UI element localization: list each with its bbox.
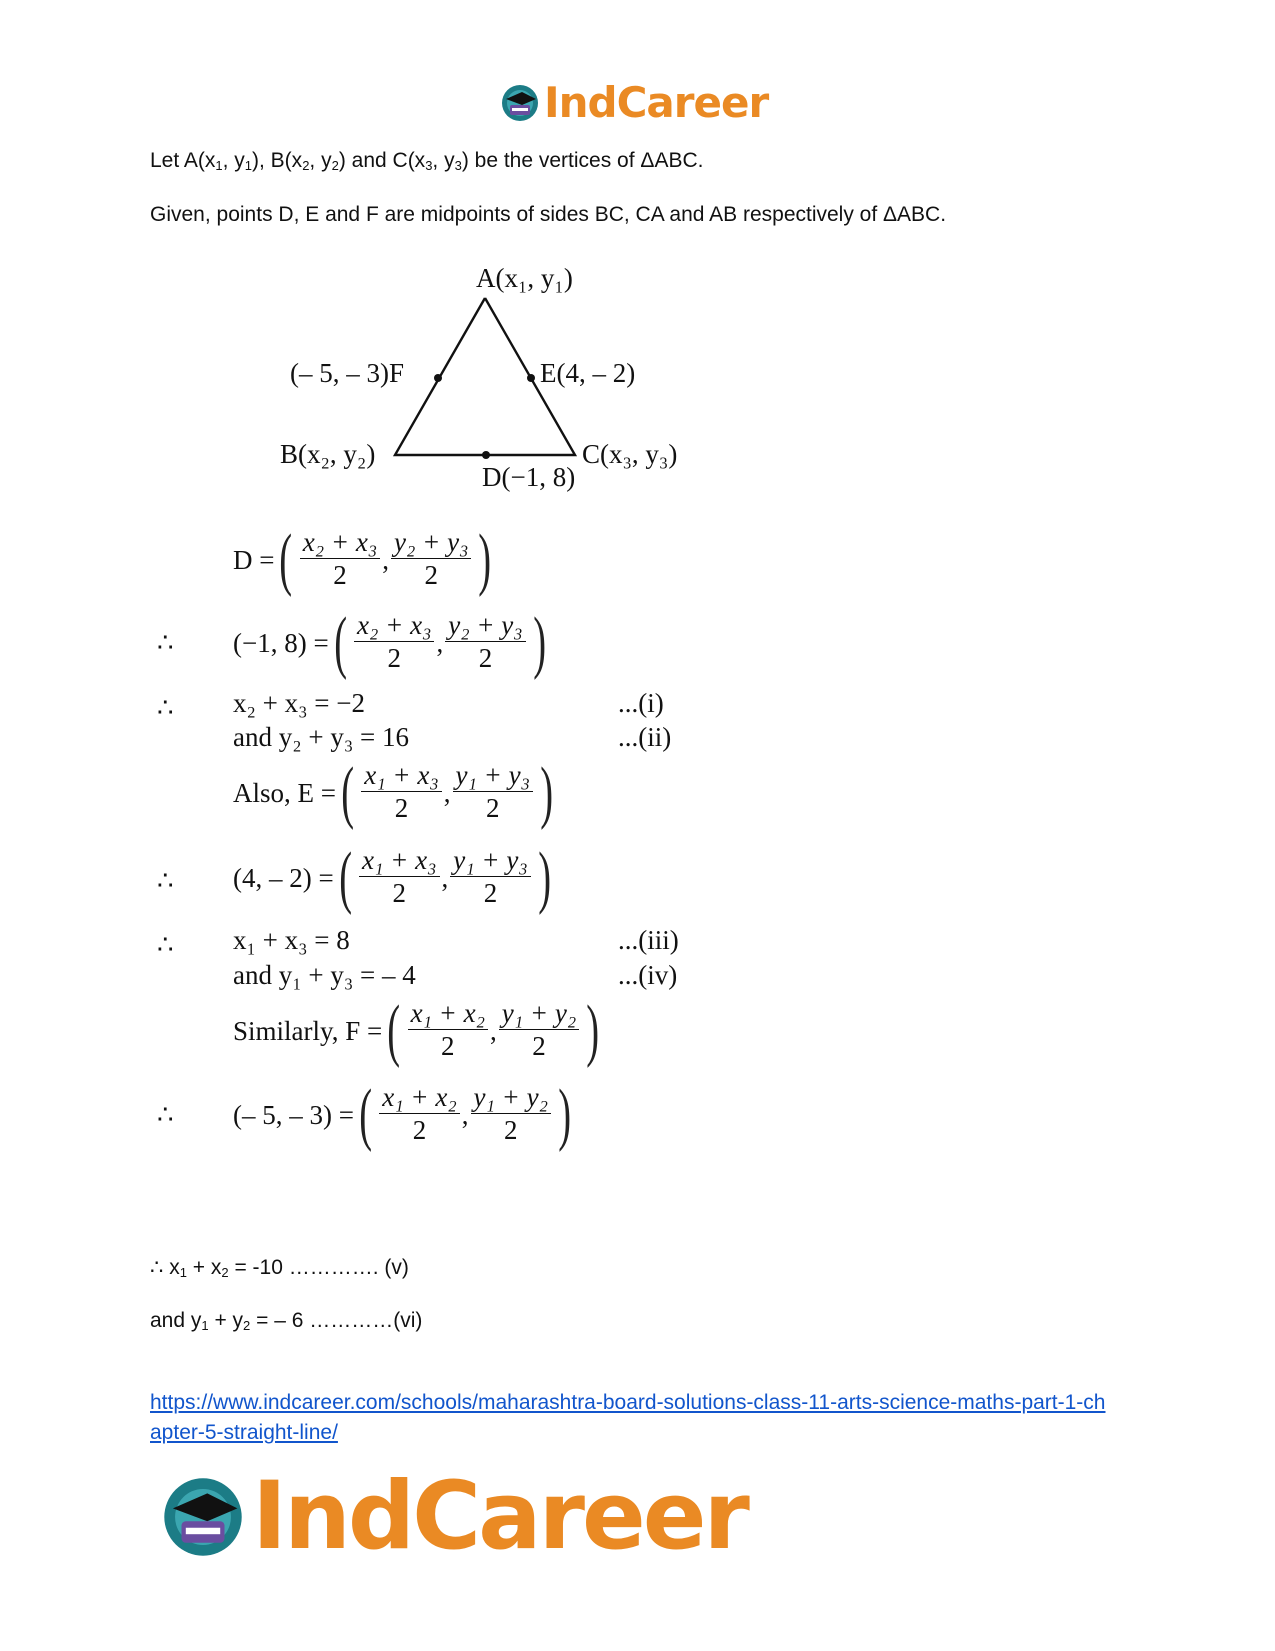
source-link[interactable]: https://www.indcareer.com/schools/maharashtra-board-solutions-class-11-arts-science-maths-part-1-chapter-5-straight-line/ — [150, 1391, 1106, 1444]
therefore-symbol: ∴ — [157, 628, 174, 658]
footer-logo — [160, 1462, 747, 1571]
midpoint-e — [527, 374, 535, 382]
equation-iii: x₁ + x₃ = 8 — [233, 925, 350, 955]
therefore-symbol: ∴ — [157, 1100, 174, 1130]
equation-i: x₂ + x₃ = −2 — [233, 688, 366, 718]
given-sentence: Given, points D, E and F are midpoints of sides BC, CA and AB respectively of ΔABC. — [150, 203, 947, 226]
logo-text: IndCareer — [544, 78, 769, 127]
therefore-symbol: ∴ — [157, 866, 174, 896]
midpoint-d — [482, 451, 490, 459]
tag-i: ...(i) — [618, 688, 664, 718]
point-d-label: D(−1, 8) — [482, 462, 576, 492]
therefore-symbol: ∴ — [157, 930, 174, 960]
result-line-vi: and $y_1 + y_2$ = – 6 …………(vi) — [150, 1309, 423, 1333]
equation-iv: and y₁ + y₃ = – 4 — [233, 960, 416, 990]
therefore-symbol: ∴ — [157, 693, 174, 723]
vertices-sentence: Let $A(x_1$, $y_1$), $B(x_2$, $y_2$) and $C(x_3$, $y_3$) be the vertices of ΔABC. — [150, 149, 704, 173]
result-line-v: ∴ $x_1 + x_2 = -10$ …………. (v) — [150, 1256, 409, 1280]
tag-ii: ...(ii) — [618, 722, 672, 752]
eq-e-definition: Also, E = ( $\frac{\text{x₁ + x₃}}{2}$ , $\frac{\text{y₁ + y₃}}{2}$ ) — [233, 754, 554, 831]
point-f-label: (– 5, – 3)F — [290, 358, 404, 388]
eq-d-definition: D = ( $\frac{\text{x₂ + x₃}}{2}$ , $\frac{\text{y₂ + y₃}}{2}$ ) — [233, 521, 492, 598]
vertex-a-label: A(x₁, y₁) — [476, 263, 573, 293]
vertex-b-label: B(x₂, y₂) — [280, 439, 376, 469]
logo-text: IndCareer — [252, 1462, 747, 1571]
tag-iii: ...(iii) — [618, 925, 679, 955]
eq-f-values: (– 5, – 3) = ( $\frac{\text{x₁ + x₂}}{2}$ , $\frac{\text{y₁ + y₂}}{2}$ ) — [233, 1076, 572, 1153]
eq-f-definition: Similarly, F = ( $\frac{\text{x₁ + x₂}}{2}$ , $\frac{\text{y₁ + y₂}}{2}$ ) — [233, 992, 600, 1069]
eq-d-values: (−1, 8) = ( $\frac{\text{x₂ + x₃}}{2}$ , $\frac{\text{y₂ + y₃}}{2}$ ) — [233, 604, 546, 681]
point-e-label: E(4, – 2) — [540, 358, 636, 388]
graduation-cap-icon — [160, 1474, 246, 1560]
midpoint-f — [434, 374, 442, 382]
equation-ii: and y₂ + y₃ = 16 — [233, 722, 410, 752]
tag-iv: ...(iv) — [618, 960, 678, 990]
eq-e-values: (4, – 2) = ( $\frac{\text{x₁ + x₃}}{2}$ , $\frac{\text{y₁ + y₃}}{2}$ ) — [233, 839, 551, 916]
vertex-c-label: C(x₃, y₃) — [582, 439, 678, 469]
